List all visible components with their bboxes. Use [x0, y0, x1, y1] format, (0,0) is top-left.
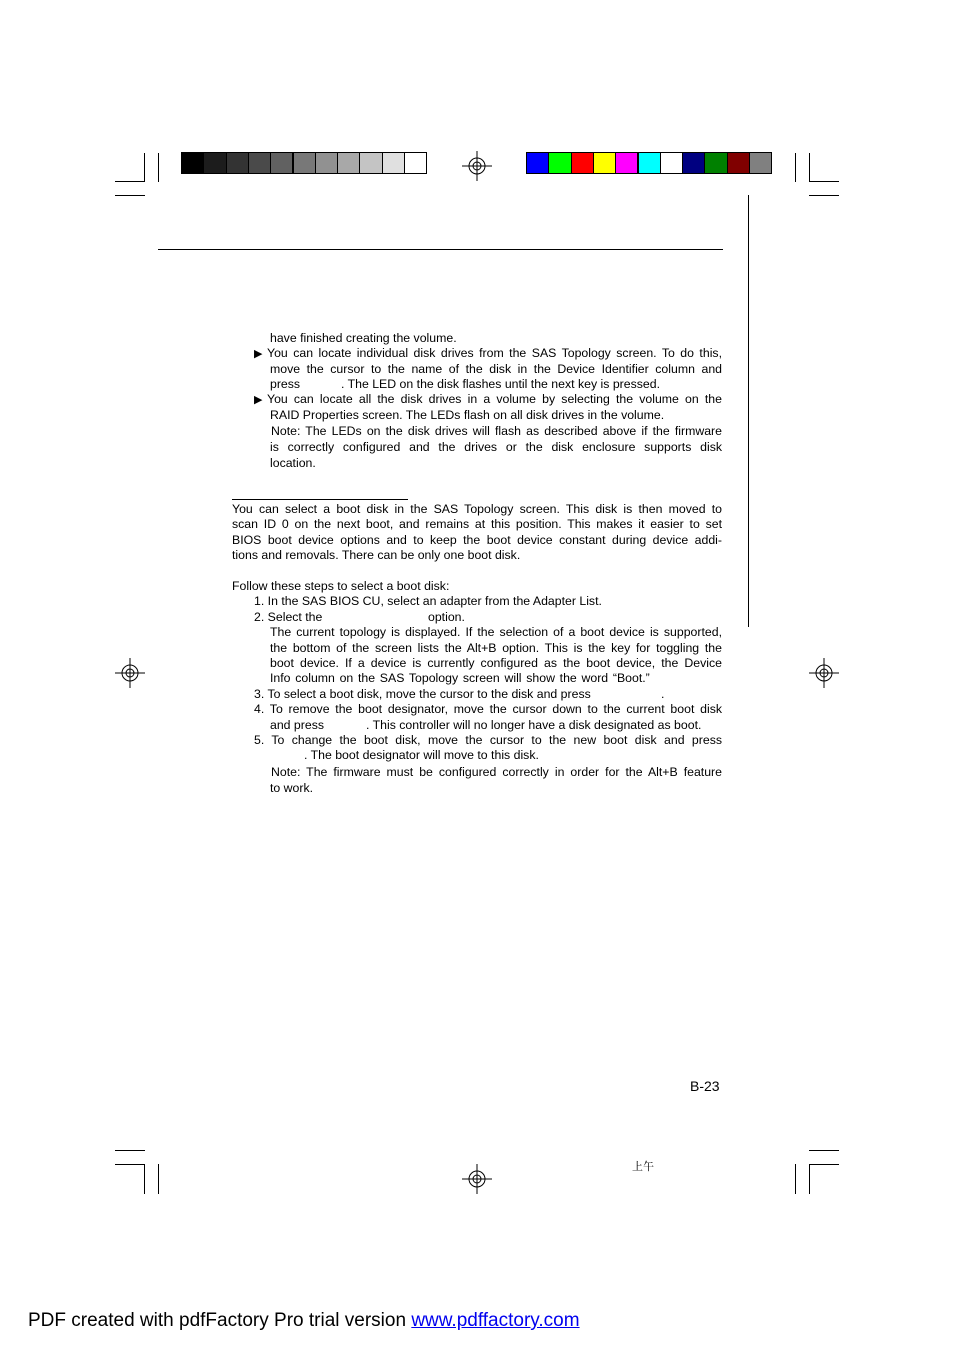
calibration-swatch: [293, 152, 316, 174]
calibration-swatch: [526, 152, 549, 174]
crop-mark: [795, 153, 796, 182]
calibration-swatch: [337, 152, 360, 174]
calibration-swatch: [593, 152, 616, 174]
section-heading-underline: [232, 499, 408, 500]
step2-detail-line2: the bottom of the screen lists the Alt+B option. This is the key for toggling the: [270, 641, 722, 655]
calibration-swatch: [404, 152, 427, 174]
footer-text: PDF created with pdfFactory Pro trial version: [28, 1310, 412, 1331]
para1-line4: tions and removals. There can be only one boot disk.: [232, 548, 521, 562]
para1-line2: scan ID 0 on the next boot, and remains at this position. This makes it easier to set: [232, 517, 722, 531]
corner-mark: 上午: [632, 1161, 654, 1173]
margin-rule: [748, 195, 749, 627]
crop-mark: [809, 1150, 839, 1151]
calibration-swatch: [226, 152, 249, 174]
note2-line2: to work.: [270, 781, 314, 795]
step2-end: option.: [428, 610, 465, 624]
crop-mark: [158, 1164, 159, 1194]
step3-start: 3. To select a boot disk, move the cursor to the disk and press: [254, 687, 591, 701]
calibration-swatch: [548, 152, 571, 174]
crop-mark: [809, 1164, 810, 1194]
step3-end: .: [661, 687, 665, 701]
calibration-swatch: [615, 152, 638, 174]
calibration-swatch: [248, 152, 271, 174]
registration-mark-icon: [462, 151, 492, 181]
note1-line3: location.: [270, 456, 316, 470]
bullet-arrow-icon: ▶: [254, 394, 263, 406]
pdf-footer: [28, 1310, 580, 1332]
intro-line: have finished creating the volume.: [270, 331, 457, 345]
calibration-swatch: [359, 152, 382, 174]
calibration-swatch: [382, 152, 405, 174]
step2-detail-line3: boot device. If a device is currently configured as the boot device, the Device: [270, 656, 722, 670]
bullet1-line3b: . The LED on the disk flashes until the next key is pressed.: [341, 377, 660, 391]
calibration-swatch: [181, 152, 204, 174]
registration-mark-icon: [809, 658, 839, 688]
para1-line3: BIOS boot device options and to keep the boot device constant during device addi-: [232, 533, 722, 547]
registration-mark-icon: [115, 658, 145, 688]
bullet2-line1: You can locate all the disk drives in a volume by selecting the volume on the: [267, 392, 722, 406]
header-rule: [158, 249, 723, 250]
step4-line2b: . This controller will no longer have a disk designated as boot.: [366, 718, 702, 732]
calibration-swatch: [704, 152, 727, 174]
step5-line2: . The boot designator will move to this disk.: [304, 748, 539, 762]
registration-mark-icon: [462, 1164, 492, 1194]
crop-mark: [144, 153, 145, 182]
step2-start: 2. Select the: [254, 610, 323, 624]
step1: 1. In the SAS BIOS CU, select an adapter from the Adapter List.: [254, 594, 602, 608]
crop-mark: [809, 1164, 839, 1165]
follow-line: Follow these steps to select a boot disk:: [232, 579, 450, 593]
calibration-swatch: [638, 152, 661, 174]
bullet2-line2: RAID Properties screen. The LEDs flash on all disk drives in the volume.: [270, 408, 665, 422]
note1-line1: Note: The LEDs on the disk drives will flash as described above if the firmware: [271, 424, 722, 438]
calibration-swatch: [727, 152, 750, 174]
calibration-swatch: [315, 152, 338, 174]
footer-link[interactable]: www.pdffactory.com: [411, 1310, 580, 1331]
page-number: B-23: [690, 1078, 720, 1094]
bullet1-line2: move the cursor to the name of the disk in the Device Identifier column and: [270, 362, 722, 376]
step4-line1: 4. To remove the boot designator, move the cursor down to the current boot disk: [254, 702, 722, 716]
para1-line1: You can select a boot disk in the SAS Topology screen. This disk is then moved to: [232, 502, 722, 516]
step2-detail-line4: Info column on the SAS Topology screen will show the word “Boot.”: [270, 671, 650, 685]
crop-mark: [809, 153, 810, 182]
calibration-swatch: [270, 152, 293, 174]
crop-mark: [115, 1164, 145, 1165]
note2-line1: Note: The firmware must be configured correctly in order for the Alt+B feature: [271, 765, 722, 779]
bullet-arrow-icon: ▶: [254, 348, 263, 360]
note1-line2: is correctly configured and the drives or the disk enclosure supports disk: [270, 440, 722, 454]
crop-mark: [115, 195, 145, 196]
step4-line2a: and press: [270, 718, 325, 732]
calibration-swatch: [660, 152, 683, 174]
crop-mark: [795, 1164, 796, 1194]
bullet1-line3a: press: [270, 377, 301, 391]
calibration-swatch: [571, 152, 594, 174]
crop-mark: [144, 1164, 145, 1194]
calibration-swatch: [203, 152, 226, 174]
crop-mark: [809, 195, 839, 196]
crop-mark: [158, 153, 159, 182]
crop-mark: [115, 1150, 145, 1151]
calibration-swatch: [682, 152, 705, 174]
crop-mark: [809, 181, 839, 182]
crop-mark: [115, 181, 145, 182]
step5-line1: 5. To change the boot disk, move the cursor to the new boot disk and press: [254, 733, 722, 747]
calibration-swatch: [749, 152, 772, 174]
bullet1-line1: You can locate individual disk drives from the SAS Topology screen. To do this,: [267, 346, 722, 360]
step2-detail-line1: The current topology is displayed. If the selection of a boot device is supported,: [270, 625, 722, 639]
